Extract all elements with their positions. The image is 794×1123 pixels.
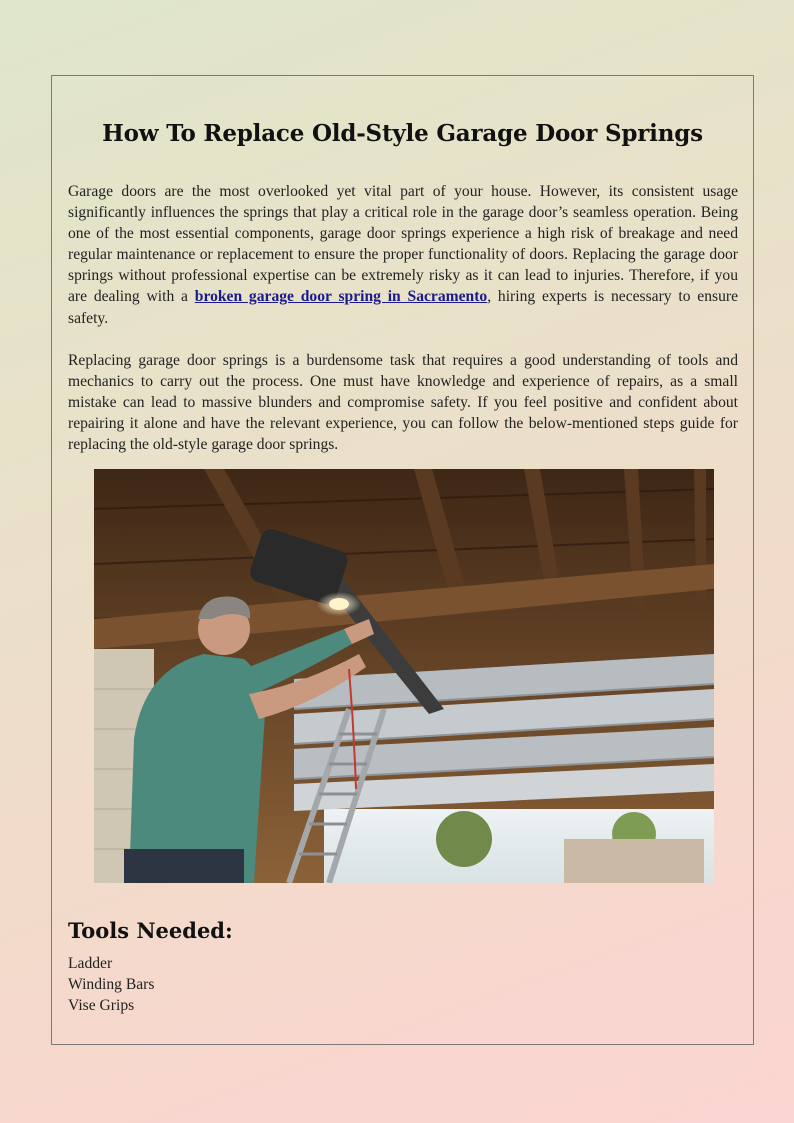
intro-text-before-link: Garage doors are the most overlooked yet vital part of your house. However, its consistent usage significantly influences the springs that play a critical role in the garage door’s seamless operation. Being one of the most essential components, garage door springs experience a high risk of breakage and need regular maintenance or replacement to ensure the proper functionality of doors. Replacing the garage door springs without professional expertise can be extremely risky as it can lead to injuries. Therefore, if you are dealing with a [68, 183, 738, 306]
tools-heading: Tools Needed: [68, 918, 233, 943]
tool-item-vise-grips: Vise Grips [68, 997, 135, 1015]
intro-paragraph [68, 181, 738, 329]
page-title: How To Replace Old-Style Garage Door Springs [102, 120, 703, 147]
tool-item-winding-bars: Winding Bars [68, 976, 155, 994]
garage-repair-photo [94, 469, 714, 883]
page-frame [51, 75, 754, 1045]
tools-list [68, 953, 154, 1017]
second-paragraph: Replacing garage door springs is a burdensome task that requires a good understanding of tools and mechanics to carry out the process. One must have knowledge and experience of repairs, as a small mistake can lead to massive blunders and compromise safety. If you feel positive and confident about repairing it alone and have the relevant experience, you can follow the below-mentioned steps guide for replacing the old-style garage door springs. [68, 352, 738, 454]
sacramento-spring-link[interactable]: broken garage door spring in Sacramento [194, 288, 488, 306]
intro-text-after-link: , hiring experts is necessary to ensure safety. [68, 288, 739, 327]
tool-item-ladder: Ladder [68, 955, 113, 972]
